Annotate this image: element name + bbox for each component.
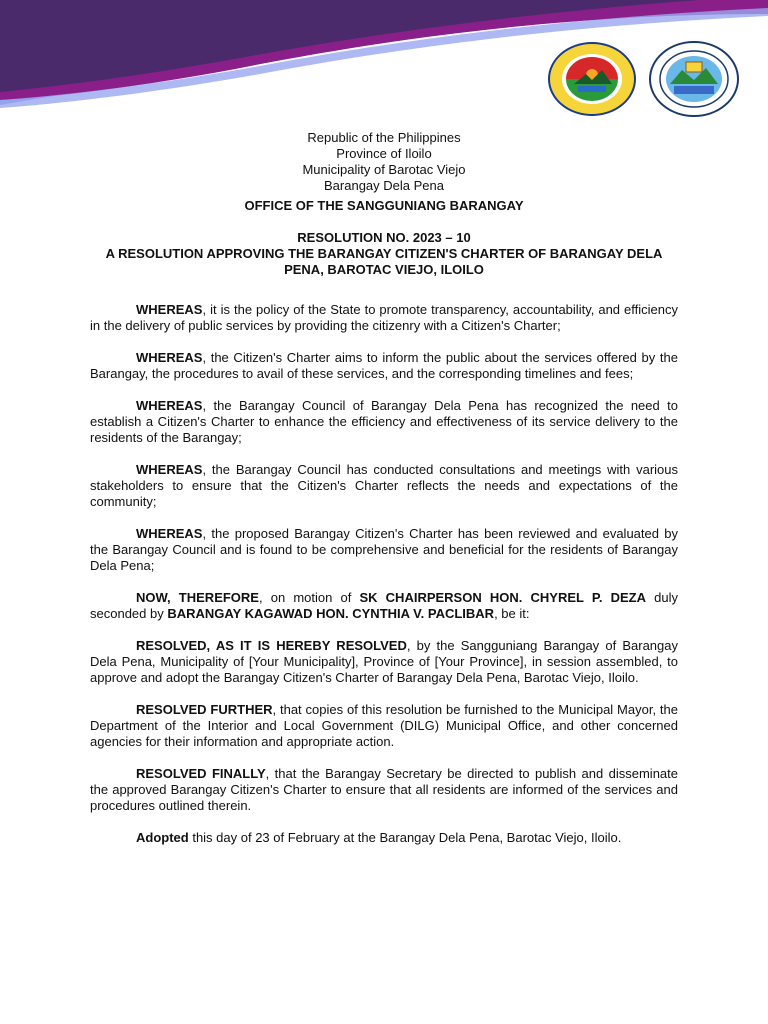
paragraph-text: , it is the policy of the State to promote transparency, accountability, and efficiency in the delivery of public services by providing the citizenry with a Citizen's Charter; bbox=[90, 302, 678, 333]
mover-name: SK CHAIRPERSON HON. CHYREL P. DEZA bbox=[359, 590, 646, 605]
whereas-paragraph-4 bbox=[90, 462, 678, 510]
paragraph-lead: WHEREAS bbox=[136, 398, 203, 413]
resolution-title: A RESOLUTION APPROVING THE BARANGAY CITIZEN'S CHARTER OF BARANGAY DELA PENA, BAROTAC VIEJO, ILOILO bbox=[105, 246, 663, 277]
barangay-dela-pena-seal bbox=[546, 40, 638, 118]
paragraph-lead: WHEREAS bbox=[136, 350, 203, 365]
paragraph-text: , the Citizen's Charter aims to inform the public about the services offered by the Barangay, the procedures to avail of these services, and the corresponding timelines and fees; bbox=[90, 350, 678, 381]
whereas-paragraph-2 bbox=[90, 350, 678, 382]
whereas-paragraph-3 bbox=[90, 398, 678, 446]
paragraph-text: , the proposed Barangay Citizen's Charter has been reviewed and evaluated by the Barangay Council and is found to be comprehensive and beneficial for the residents of Barangay Dela Pena; bbox=[90, 526, 678, 573]
paragraph-text: , that copies of this resolution be furnished to the Municipal Mayor, the Department of the Interior and Local Government (DILG) Municipal Office, and other concerned agencies for their information and appropriate action. bbox=[90, 702, 678, 749]
now-therefore-paragraph bbox=[90, 590, 678, 622]
resolved-finally-paragraph bbox=[90, 766, 678, 814]
paragraph-text: , on motion of bbox=[258, 590, 360, 605]
paragraph-text: , that the Barangay Secretary be directed to publish and disseminate the approved Barangay Citizen's Charter to ensure that all residents are informed of the services and procedures outlined therein. bbox=[90, 766, 678, 813]
paragraph-lead: WHEREAS bbox=[136, 302, 203, 317]
seconder-name: BARANGAY KAGAWAD HON. CYNTHIA V. PACLIBAR bbox=[167, 606, 495, 621]
header-province: Province of Iloilo bbox=[336, 146, 432, 161]
whereas-paragraph-5 bbox=[90, 526, 678, 574]
paragraph-lead: NOW, THEREFORE bbox=[136, 590, 259, 605]
paragraph-lead: RESOLVED FINALLY bbox=[136, 766, 266, 781]
resolved-paragraph bbox=[90, 638, 678, 686]
resolution-number: RESOLUTION NO. 2023 – 10 bbox=[297, 230, 471, 245]
resolution-body bbox=[90, 302, 678, 862]
paragraph-lead: Adopted bbox=[136, 830, 189, 845]
header-country: Republic of the Philippines bbox=[307, 130, 461, 145]
barotac-viejo-seal bbox=[648, 40, 740, 118]
header-barangay: Barangay Dela Pena bbox=[324, 178, 444, 193]
paragraph-lead: WHEREAS bbox=[136, 526, 203, 541]
paragraph-lead: WHEREAS bbox=[136, 462, 203, 477]
document-header bbox=[0, 130, 768, 194]
office-title: OFFICE OF THE SANGGUNIANG BARANGAY bbox=[244, 198, 524, 213]
paragraph-lead: RESOLVED, AS IT IS HEREBY RESOLVED bbox=[136, 638, 407, 653]
paragraph-text: duly seconded by bbox=[90, 590, 678, 621]
paragraph-text: , the Barangay Council has conducted consultations and meetings with various stakeholders to ensure that the Citizen's Charter reflects the needs and expectations of the community; bbox=[90, 462, 678, 509]
paragraph-text: , the Barangay Council of Barangay Dela Pena has recognized the need to establish a Citizen's Charter to enhance the efficiency and effectiveness of its service delivery to the residents of the Barangay; bbox=[90, 398, 678, 445]
whereas-paragraph-1 bbox=[90, 302, 678, 334]
paragraph-text: , be it: bbox=[494, 606, 530, 621]
header-municipality: Municipality of Barotac Viejo bbox=[302, 162, 466, 177]
paragraph-text: this day of 23 of February at the Barangay Dela Pena, Barotac Viejo, Iloilo. bbox=[188, 830, 622, 845]
paragraph-lead: RESOLVED FURTHER bbox=[136, 702, 273, 717]
paragraph-text: , by the Sangguniang Barangay of Barangay Dela Pena, Municipality of [Your Municipality], Province of [Your Province], in session assembled, to approve and adopt the Barangay Citizen's Charter of Barangay Dela Pena, Barotac Viejo, Iloilo. bbox=[90, 638, 678, 685]
adopted-paragraph bbox=[90, 830, 678, 846]
resolved-further-paragraph bbox=[90, 702, 678, 750]
